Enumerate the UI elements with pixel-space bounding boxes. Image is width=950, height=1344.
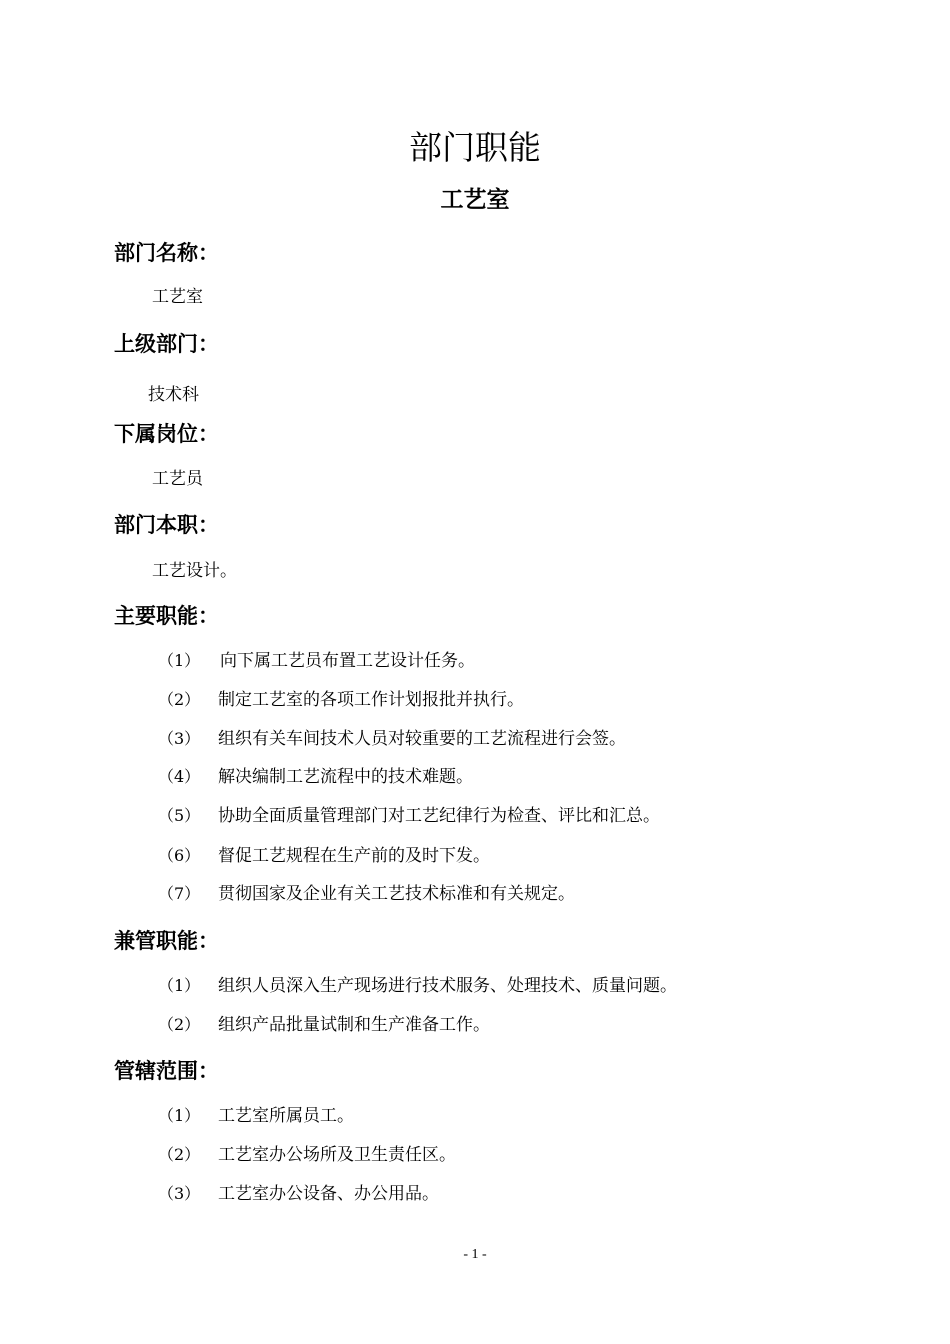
section-heading-dept-name: 部门名称：: [114, 241, 219, 265]
duty-value: 工艺设计。: [152, 561, 237, 581]
dept-name-value: 工艺室: [152, 287, 203, 307]
section-heading-main-functions: 主要职能：: [114, 604, 219, 628]
list-item-text: 解决编制工艺流程中的技术难题。: [218, 767, 473, 787]
section-heading-duty: 部门本职：: [114, 513, 219, 537]
list-item-text: 工艺室办公场所及卫生责任区。: [218, 1145, 456, 1165]
list-item-number: （1）: [158, 651, 201, 670]
document-title: 部门职能: [409, 128, 541, 167]
section-heading-scope: 管辖范围：: [114, 1059, 219, 1083]
list-item-number: （1）: [158, 1106, 201, 1125]
document-subtitle: 工艺室: [440, 187, 510, 213]
list-item-text: 工艺室所属员工。: [218, 1106, 354, 1126]
page-number: - 1 -: [463, 1247, 487, 1262]
list-item-number: （3）: [158, 729, 201, 748]
list-item-text: 工艺室办公设备、办公用品。: [218, 1184, 439, 1204]
list-item-number: （1）: [158, 976, 201, 995]
list-item-text: 协助全面质量管理部门对工艺纪律行为检查、评比和汇总。: [218, 806, 660, 826]
list-item-text: 制定工艺室的各项工作计划报批并执行。: [218, 690, 524, 710]
subordinate-value: 工艺员: [152, 469, 203, 489]
list-item-text: 组织产品批量试制和生产准备工作。: [218, 1015, 490, 1035]
list-item-text: 组织人员深入生产现场进行技术服务、处理技术、质量问题。: [218, 976, 677, 996]
list-item-number: （5）: [158, 806, 201, 825]
section-heading-superior: 上级部门：: [114, 332, 219, 356]
list-item-number: （6）: [158, 846, 201, 865]
list-item-number: （7）: [158, 884, 201, 903]
list-item-number: （3）: [158, 1184, 201, 1203]
list-item-text: 贯彻国家及企业有关工艺技术标准和有关规定。: [218, 884, 575, 904]
list-item-number: （2）: [158, 1015, 201, 1034]
list-item-text: 向下属工艺员布置工艺设计任务。: [220, 651, 475, 671]
list-item-number: （2）: [158, 690, 201, 709]
list-item-text: 督促工艺规程在生产前的及时下发。: [218, 846, 490, 866]
superior-value: 技术科: [148, 385, 199, 405]
section-heading-concurrent-functions: 兼管职能：: [114, 929, 219, 953]
section-heading-subordinate: 下属岗位：: [114, 422, 219, 446]
list-item-number: （2）: [158, 1145, 201, 1164]
list-item-text: 组织有关车间技术人员对较重要的工艺流程进行会签。: [218, 729, 626, 749]
list-item-number: （4）: [158, 767, 201, 786]
